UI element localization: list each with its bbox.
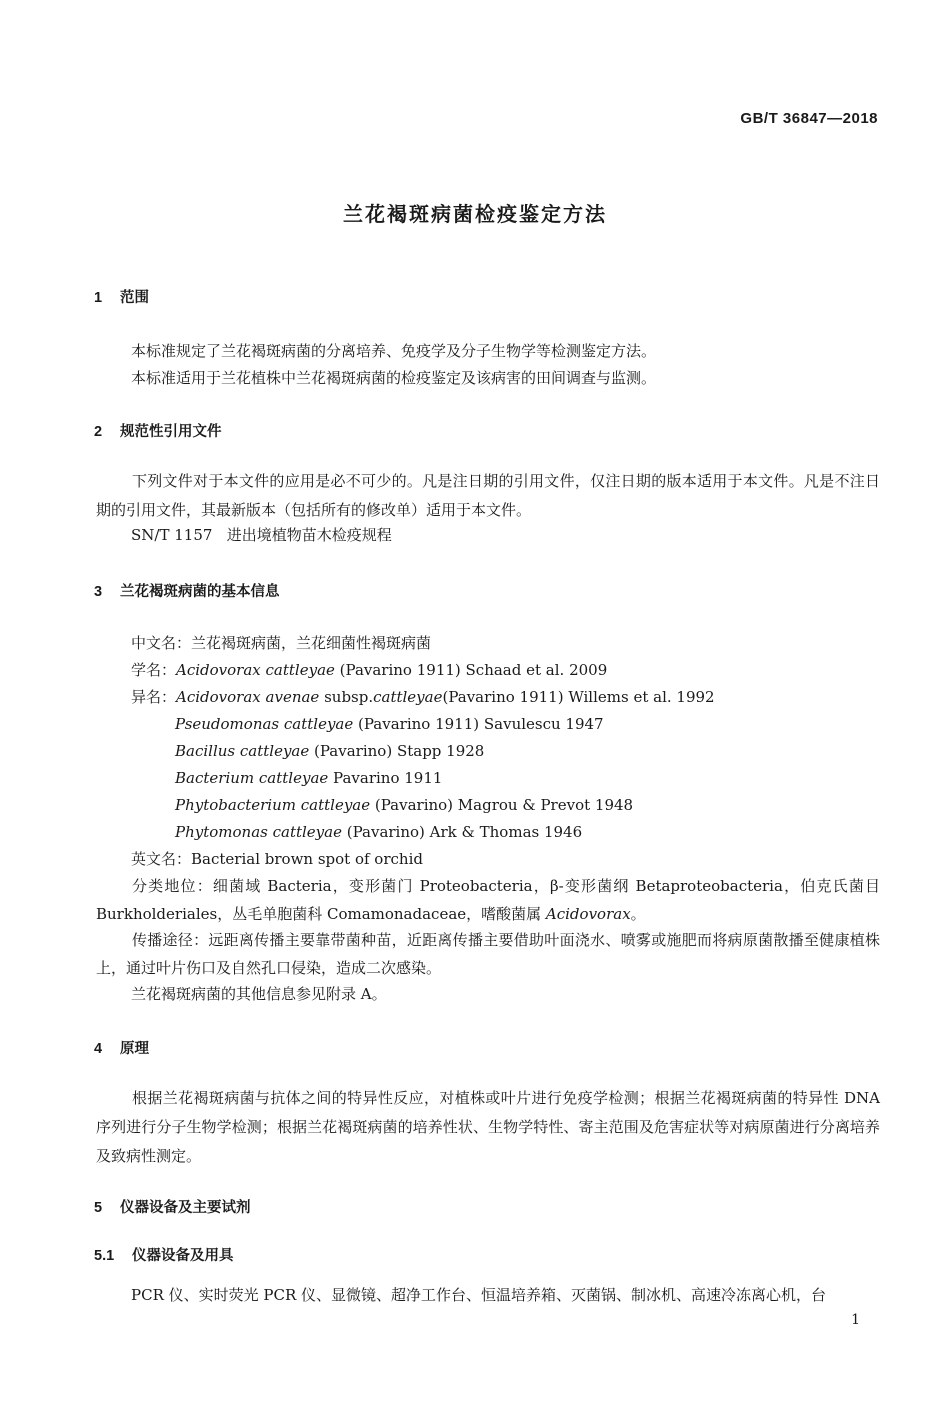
section-title: 规范性引用文件 (120, 424, 222, 440)
taxonomy-paragraph: 分类地位：细菌域 Bacteria，变形菌门 Proteobacteria，β-变形菌纲 Betaproteobacteria，伯克氏菌目 Burkholderiales，丛毛单胞菌科 Comamonadaceae，嗜酸菌属 Acidovorax。 (96, 877, 880, 923)
synonym: Bacillus cattleyae (Pavarino) Stapp 1928 (175, 742, 485, 760)
paragraph: PCR 仪、实时荧光 PCR 仪、显微镜、超净工作台、恒温培养箱、灭菌锅、制冰机、高速冷冻离心机，台 (131, 1286, 827, 1304)
subsection-number: 5.1 (94, 1248, 115, 1264)
paragraph: 兰花褐斑病菌的其他信息参见附录 A。 (131, 985, 387, 1003)
subsection-title: 仪器设备及用具 (132, 1248, 234, 1264)
section-title: 范围 (120, 290, 149, 306)
chinese-name: 中文名：兰花褐斑病菌，兰花细菌性褐斑病菌 (131, 634, 432, 652)
section-title: 仪器设备及主要试剂 (120, 1200, 251, 1216)
page-number: 1 (851, 1312, 860, 1328)
section-4-heading (94, 1037, 149, 1058)
section-2-heading (94, 420, 222, 441)
section-number: 4 (94, 1041, 103, 1057)
section-number: 3 (94, 584, 103, 600)
synonym: Phytomonas cattleyae (Pavarino) Ark & Thomas 1946 (175, 823, 583, 841)
normative-reference (131, 522, 392, 549)
subsection-5-1-heading (94, 1244, 234, 1265)
section-number: 1 (94, 290, 103, 306)
scientific-name: 学名：Acidovorax cattleyae (Pavarino 1911) Schaad et al. 2009 (131, 661, 608, 679)
section-3-heading (94, 580, 280, 601)
paragraph: 下列文件对于本文件的应用是必不可少的。凡是注日期的引用文件，仅注日期的版本适用于本文件。凡是不注日期的引用文件，其最新版本（包括所有的修改单）适用于本文件。 (96, 472, 880, 519)
section-title: 兰花褐斑病菌的基本信息 (120, 584, 280, 600)
section-5-heading (94, 1196, 251, 1217)
standard-number: GB/T 36847—2018 (740, 110, 878, 127)
reference-code: SN/T 1157 (131, 526, 213, 544)
synonym-first: 异名：Acidovorax avenae subsp.cattleyae(Pavarino 1911) Willems et al. 1992 (131, 688, 715, 706)
paragraph: 本标准适用于兰花植株中兰花褐斑病菌的检疫鉴定及该病害的田间调查与监测。 (131, 369, 657, 387)
section-title: 原理 (120, 1041, 149, 1057)
synonym: Pseudomonas cattleyae (Pavarino 1911) Savulescu 1947 (175, 715, 604, 733)
section-number: 5 (94, 1200, 103, 1216)
section-1-heading (94, 286, 149, 307)
reference-title: 进出境植物苗木检疫规程 (226, 526, 392, 544)
principle-paragraph: 根据兰花褐斑病菌与抗体之间的特异性反应，对植株或叶片进行免疫学检测；根据兰花褐斑病菌的特异性 DNA 序列进行分子生物学检测；根据兰花褐斑病菌的培养性状、生物学特性、寄主范围及危害症状等对病原菌进行分离培养及致病性测定。 (96, 1089, 880, 1165)
english-name: 英文名：Bacterial brown spot of orchid (131, 850, 423, 868)
transmission-paragraph: 传播途径：远距离传播主要靠带菌种苗，近距离传播主要借助叶面浇水、喷雾或施肥而将病原菌散播至健康植株上，通过叶片伤口及自然孔口侵染，造成二次感染。 (96, 931, 880, 977)
synonym: Phytobacterium cattleyae (Pavarino) Magrou & Prevot 1948 (175, 796, 634, 814)
synonym: Bacterium cattleyae Pavarino 1911 (175, 769, 443, 787)
section-number: 2 (94, 424, 103, 440)
paragraph: 本标准规定了兰花褐斑病菌的分离培养、免疫学及分子生物学等检测鉴定方法。 (131, 342, 657, 360)
document-title: 兰花褐斑病菌检疫鉴定方法 (343, 202, 607, 226)
